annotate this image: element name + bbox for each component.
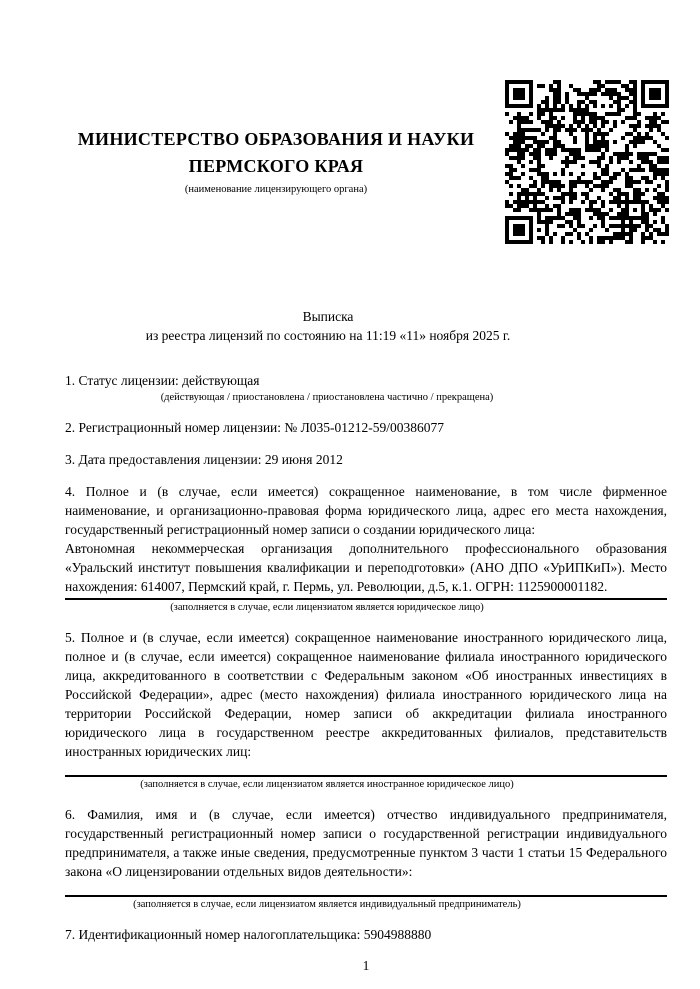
qr-code bbox=[505, 80, 669, 244]
clause-6-text: 6. Фамилия, имя и (в случае, если имеется) отчество индивидуального предпринимателя, государственный регистрационный номер записи о государственной регистрации индивидуального предпринимателя, а также иные сведения, предусмотренные пунктом 3 части 1 статьи 15 Федерального закона «О лицензировании отдельных видов деятельности»: bbox=[65, 807, 667, 879]
clause-5-foreign-entity bbox=[65, 628, 667, 792]
clause-7-taxpayer-number bbox=[65, 925, 667, 944]
clause-7-text: 7. Идентификационный номер налогоплательщика: 5904988880 bbox=[65, 927, 432, 942]
clause-3-text: 3. Дата предоставления лицензии: 29 июня 2012 bbox=[65, 452, 343, 467]
clause-1-text: 1. Статус лицензии: действующая bbox=[65, 373, 260, 388]
ministry-caption: (наименование лицензирующего органа) bbox=[184, 184, 368, 195]
clause-6-caption: (заполняется в случае, если лицензиатом является индивидуальный предприниматель) bbox=[133, 899, 521, 910]
ministry-name-line1: МИНИСТЕРСТВО ОБРАЗОВАНИЯ И НАУКИ bbox=[77, 129, 475, 149]
document-title bbox=[65, 307, 667, 345]
document-header bbox=[0, 0, 700, 247]
clause-1-status bbox=[65, 371, 667, 405]
clause-1-caption: (действующая / приостановлена / приостановлена частично / прекращена) bbox=[160, 392, 494, 403]
document-body bbox=[65, 371, 667, 944]
clause-3-grant-date bbox=[65, 450, 667, 469]
clause-5-caption: (заполняется в случае, если лицензиатом является иностранное юридическое лицо) bbox=[140, 779, 514, 790]
ministry-name-line2: ПЕРМСКОГО КРАЯ bbox=[188, 156, 364, 176]
title-line2: из реестра лицензий по состоянию на 11:19 «11» ноября 2025 г. bbox=[145, 328, 511, 343]
clause-2-text: 2. Регистрационный номер лицензии: № Л035-01212-59/00386077 bbox=[65, 420, 445, 435]
clause-4-caption: (заполняется в случае, если лицензиатом является юридическое лицо) bbox=[170, 602, 484, 613]
clause-5-text: 5. Полное и (в случае, если имеется) сокращенное наименование иностранного юридического лица, полное и (в случае, если имеется) сокращенное наименование филиала иностранного юридического лица, аккредитованного в соответствии с Федеральным законом «Об иностранных инвестициях в Российской Федерации», адрес (место нахождения) филиала иностранного юридического лица на территории Российской Федерации, номер записи об аккредитации филиала иностранного юридического лица в государственном реестре аккредитованных филиалов, представительств иностранных юридических лиц: bbox=[65, 630, 667, 759]
clause-6-value bbox=[65, 881, 667, 893]
clause-4-value: Автономная некоммерческая организация дополнительного профессионального образования «Уральский институт повышения квалификации и переподготовки» (АНО ДПО «УрИПКиП»). Место нахождения: 614007, Пермский край, г. Пермь, ул. Революции, д.5, к.1. ОГРН: 1125900001182. bbox=[65, 541, 667, 594]
clause-4-legal-entity bbox=[65, 482, 667, 615]
licensing-authority-block bbox=[65, 126, 487, 197]
clause-4-text: 4. Полное и (в случае, если имеется) сокращенное наименование, в том числе фирменное наименование, и организационно-правовая форма юридического лица, адрес его места нахождения, государственный регистрационный номер записи о создании юридического лица: bbox=[65, 484, 667, 537]
clause-2-registration-number bbox=[65, 418, 667, 437]
page-number: 1 bbox=[362, 958, 370, 973]
clause-5-value bbox=[65, 761, 667, 773]
title-line1: Выписка bbox=[302, 309, 354, 324]
clause-6-individual-entrepreneur bbox=[65, 805, 667, 912]
